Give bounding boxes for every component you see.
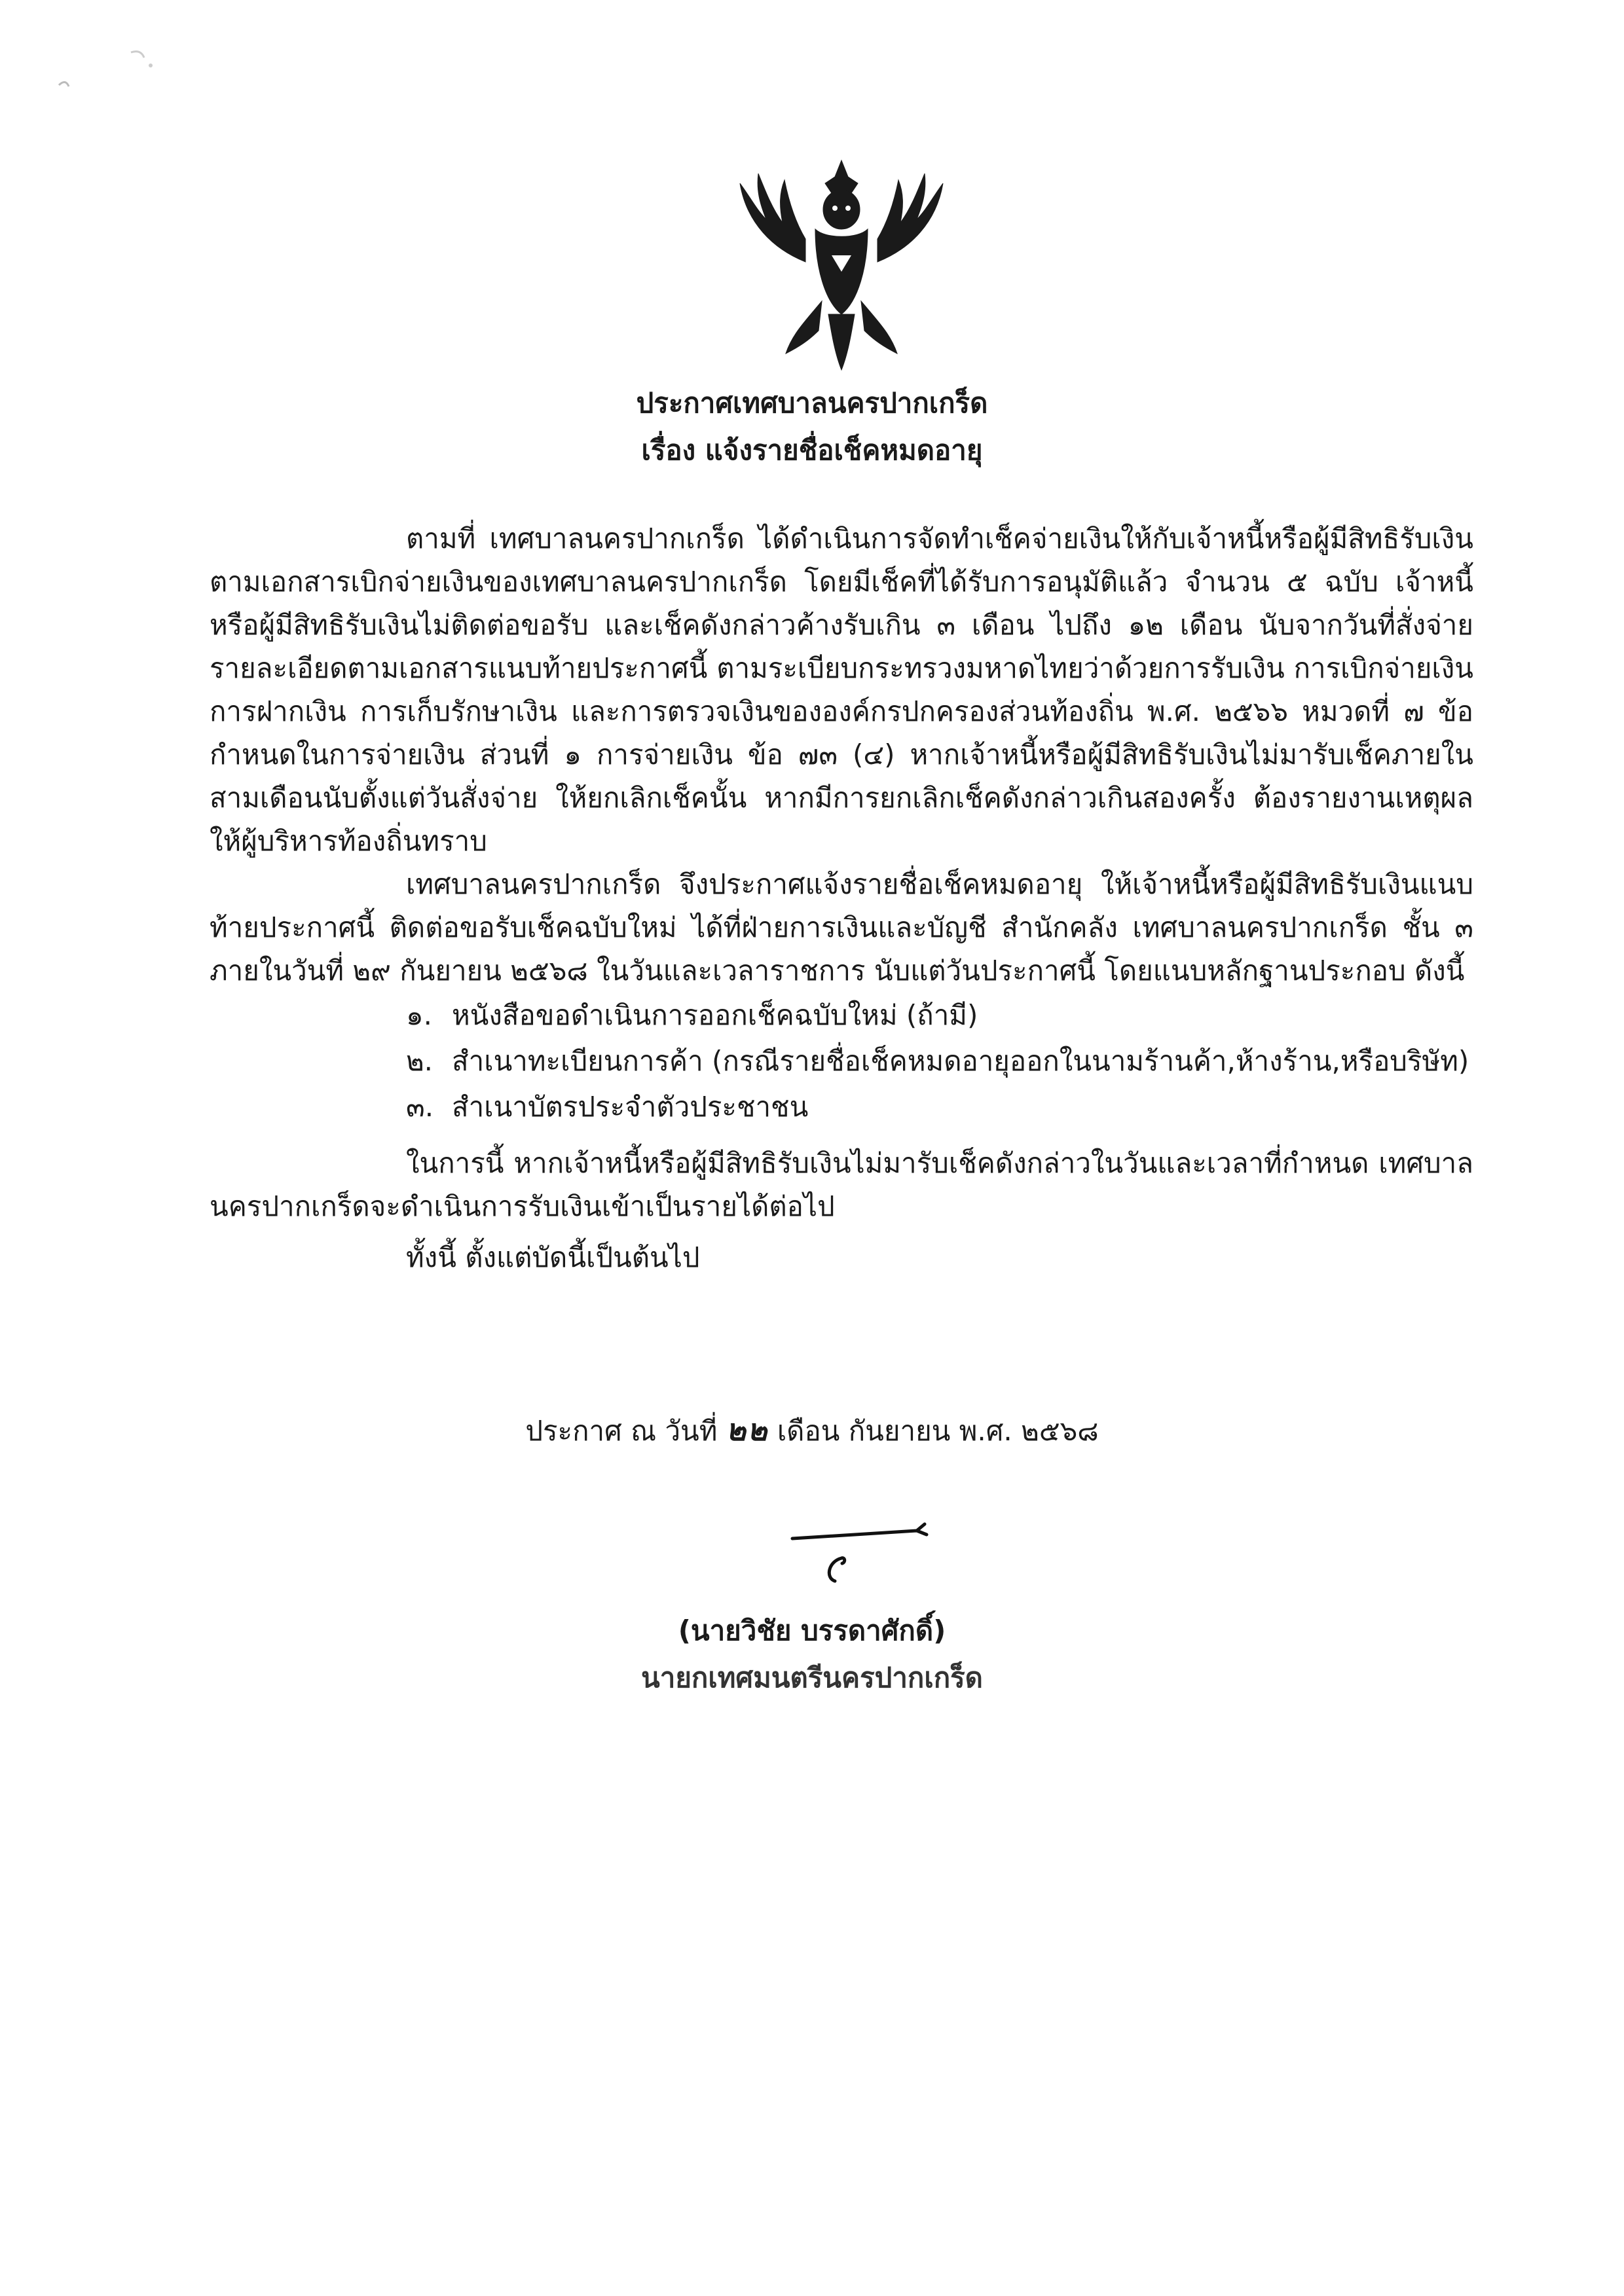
signatory-name: (นายวิชัย บรรดาศักดิ์) [678, 1614, 946, 1647]
date-prefix: ประกาศ ณ วันที่ [525, 1415, 718, 1447]
scan-mark-icon [52, 39, 170, 98]
document-title: ประกาศเทศบาลนครปากเกร็ด [636, 387, 988, 419]
signatory-position: นายกเทศมนตรีนครปากเกร็ด [641, 1662, 983, 1694]
list-item-text: หนังสือขอดำเนินการออกเช็คฉบับใหม่ (ถ้ามี) [452, 999, 978, 1031]
list-item-text: สำเนาบัตรประจำตัวประชาชน [452, 1091, 809, 1123]
list-item-number: ๑. [406, 999, 433, 1031]
signatory-block [0, 1607, 1624, 1702]
handwritten-signature [779, 1519, 950, 1591]
title-block [0, 380, 1624, 474]
list-item-number: ๓. [406, 1091, 434, 1123]
garuda-emblem-icon [727, 157, 956, 373]
document-body [210, 517, 1473, 1279]
list-item-text: สำเนาทะเบียนการค้า (กรณีรายชื่อเช็คหมดอายุออกในนามร้านค้า,ห้างร้าน,หรือบริษัท) [452, 1045, 1469, 1077]
date-suffix: เดือน กันยายน พ.ศ. ๒๕๖๘ [777, 1415, 1099, 1447]
document-subject: เรื่อง แจ้งรายชื่อเช็คหมดอายุ [641, 434, 983, 466]
paragraph-3: ในการนี้ หากเจ้าหนี้หรือผู้มีสิทธิรับเงินไม่มารับเช็คดังกล่าวในวันและเวลาที่กำหนด เทศบาลนครปากเกร็ดจะดำเนินการรับเงินเข้าเป็นรายได้ต่อไป [210, 1147, 1473, 1222]
closing-line: ทั้งนี้ ตั้งแต่บัดนี้เป็นต้นไป [406, 1241, 700, 1273]
list-item [210, 993, 1473, 1038]
paragraph-2: เทศบาลนครปากเกร็ด จึงประกาศแจ้งรายชื่อเช็คหมดอายุ ให้เจ้าหนี้หรือผู้มีสิทธิรับเงินแนบท้ายประกาศนี้ ติดต่อขอรับเช็คฉบับใหม่ ได้ที่ฝ่ายการเงินและบัญชี สำนักคลัง เทศบาลนครปากเกร็ด ชั้น ๓ ภายในวันที่ ๒๙ กันยายน ๒๕๖๘ ในวันและเวลาราชการ นับแต่วันประกาศนี้ โดยแนบหลักฐานประกอบ ดังนี้ [210, 868, 1473, 987]
list-item [210, 1038, 1473, 1084]
announcement-date [0, 1406, 1624, 1454]
requirements-list [210, 993, 1473, 1130]
list-item-number: ๒. [406, 1045, 434, 1077]
list-item [210, 1084, 1473, 1130]
paragraph-1: ตามที่ เทศบาลนครปากเกร็ด ได้ดำเนินการจัดทำเช็คจ่ายเงินให้กับเจ้าหนี้หรือผู้มีสิทธิรับเงิน ตามเอกสารเบิกจ่ายเงินของเทศบาลนครปากเกร็ด โดยมีเช็คที่ได้รับการอนุมัติแล้ว จำนวน ๕ ฉบับ เจ้าหนี้หรือผู้มีสิทธิรับเงินไม่ติดต่อขอรับ และเช็คดังกล่าวค้างรับเกิน ๓ เดือน ไปถึง ๑๒ เดือน นับจากวันที่สั่งจ่าย รายละเอียดตามเอกสารแนบท้ายประกาศนี้ ตามระเบียบกระทรวงมหาดไทยว่าด้วยการรับเงิน การเบิกจ่ายเงิน การฝากเงิน การเก็บรักษาเงิน และการตรวจเงินขององค์กรปกครองส่วนท้องถิ่น พ.ศ. ๒๕๖๖ หมวดที่ ๗ ข้อกำหนดในการจ่ายเงิน ส่วนที่ ๑ การจ่ายเงิน ข้อ ๗๓ (๔) หากเจ้าหนี้หรือผู้มีสิทธิรับเงินไม่มารับเช็คภายในสามเดือนนับตั้งแต่วันสั่งจ่าย ให้ยกเลิกเช็คนั้น หากมีการยกเลิกเช็คดังกล่าวเกินสองครั้ง ต้องรายงานเหตุผลให้ผู้บริหารท้องถิ่นทราบ [210, 522, 1473, 857]
date-day-handwritten: ๒๒ [726, 1412, 769, 1448]
